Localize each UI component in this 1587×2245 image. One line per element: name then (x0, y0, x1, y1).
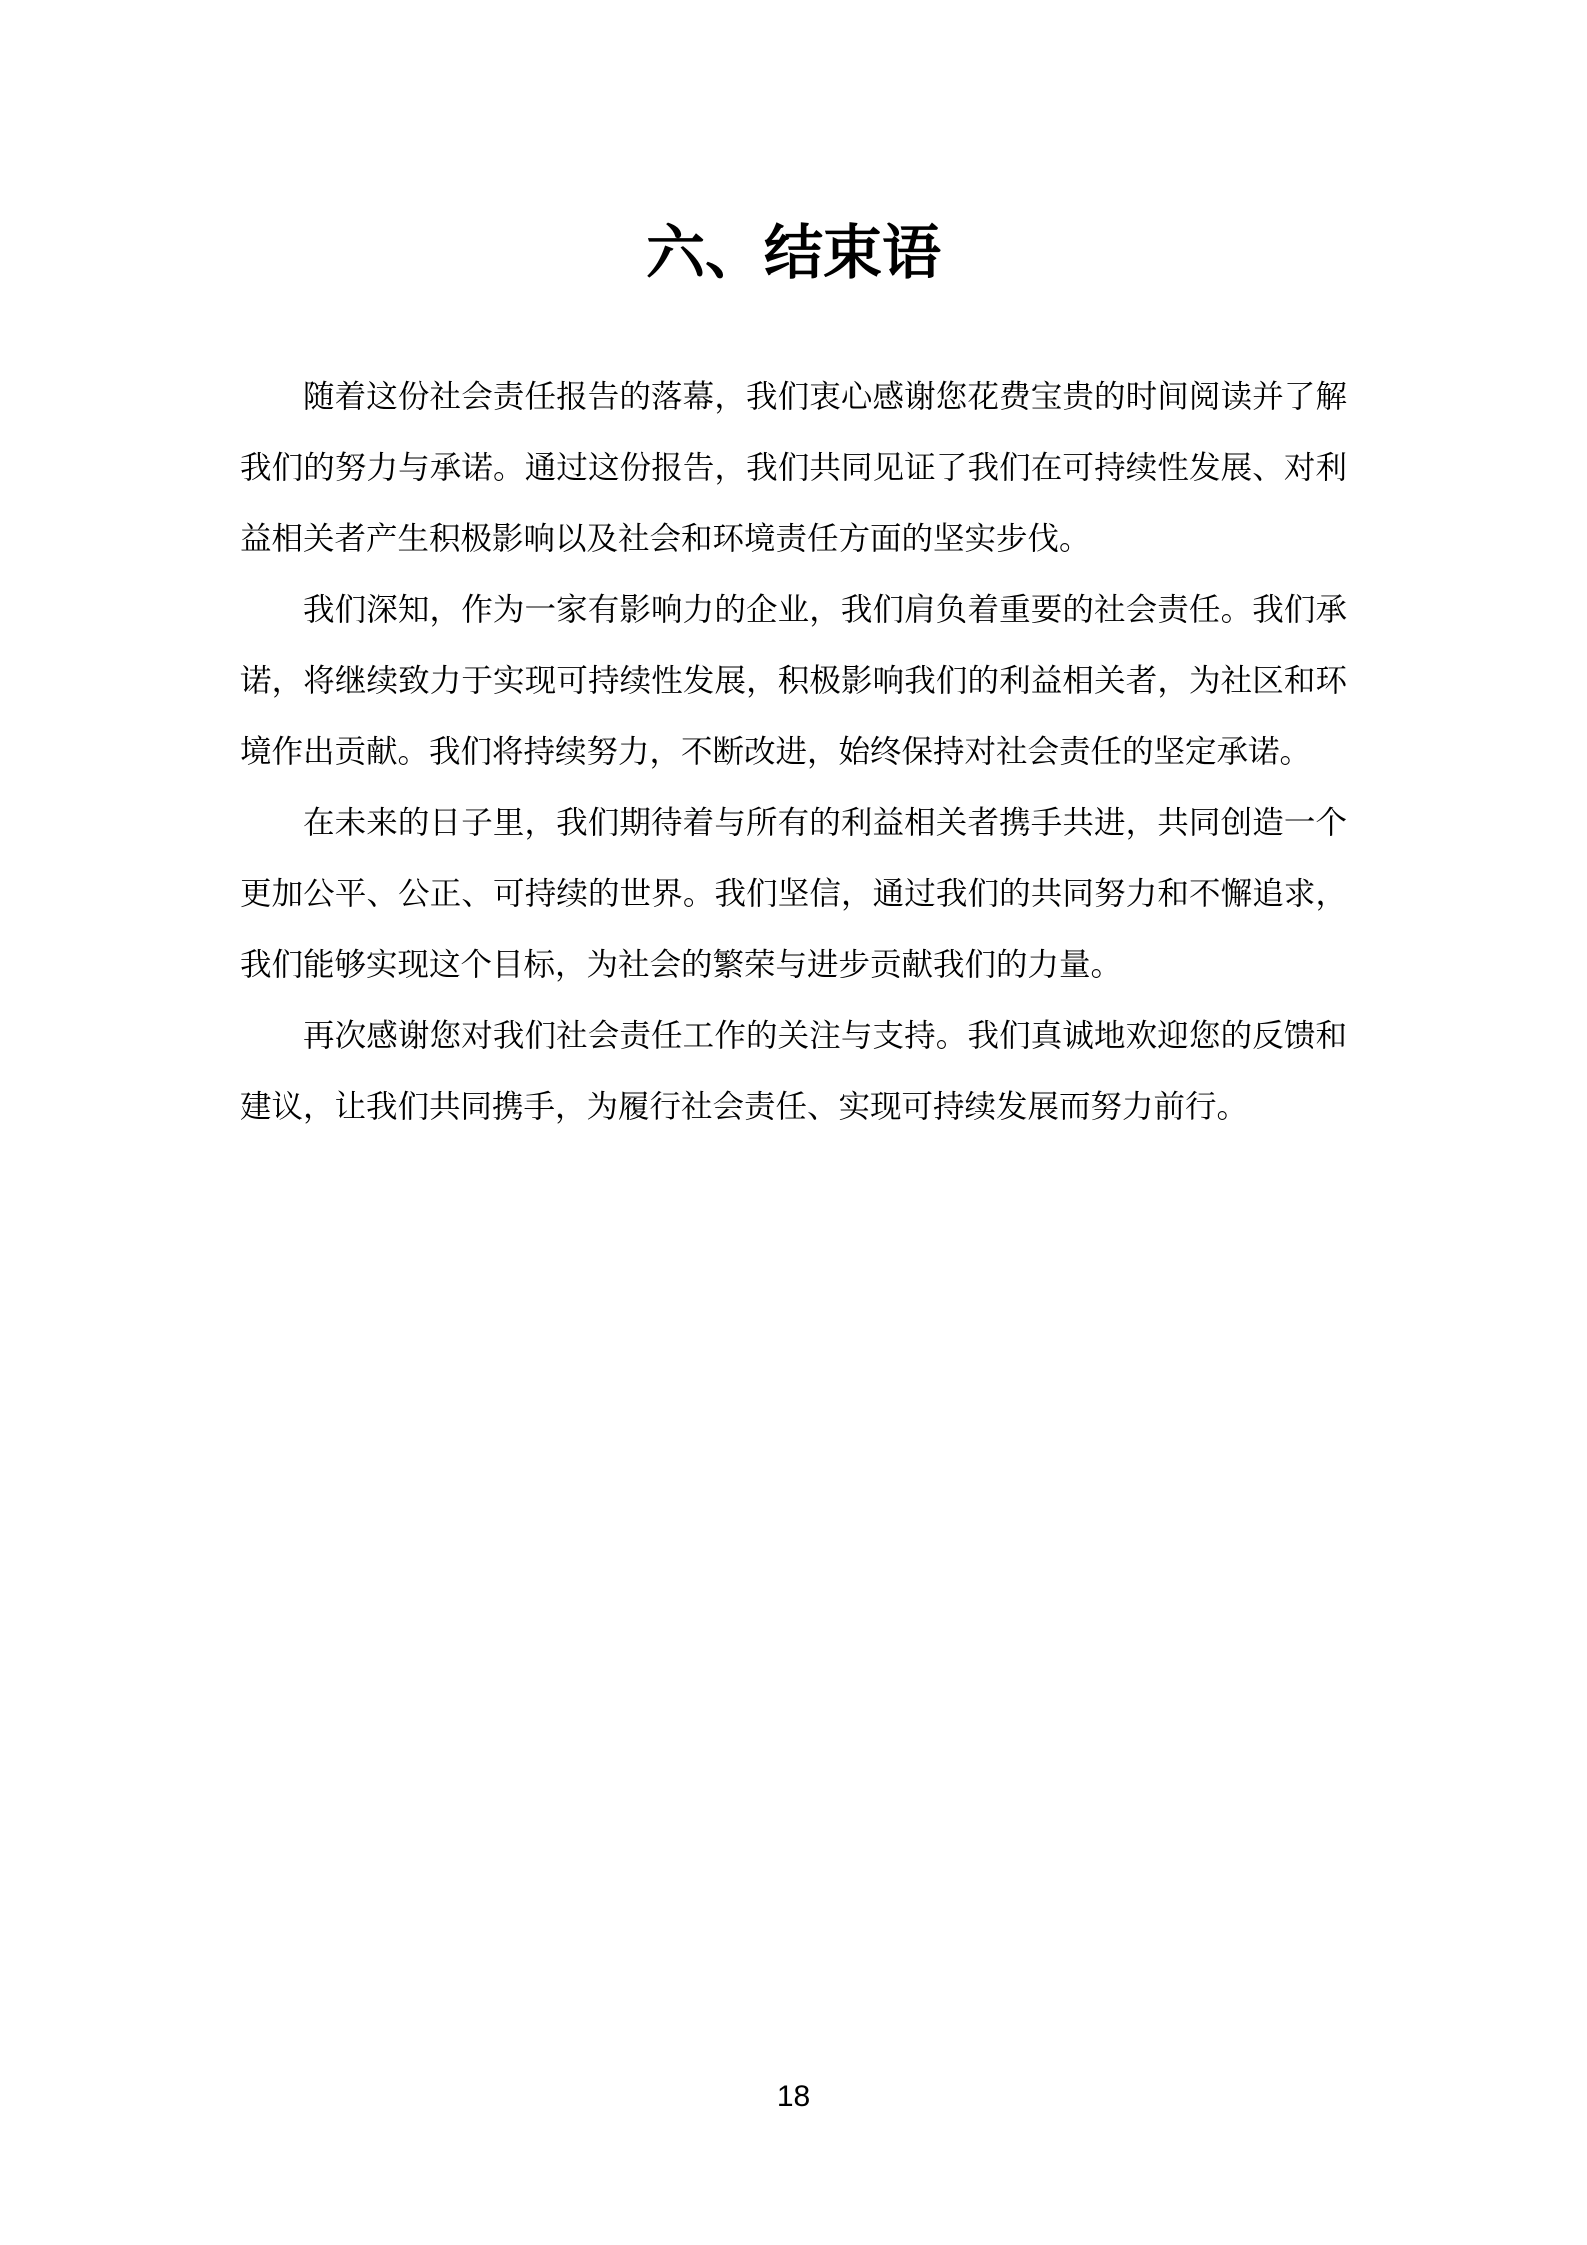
section-title: 六、结束语 (645, 220, 941, 286)
page-number: 18 (776, 2080, 811, 2113)
paragraph: 再次感谢您对我们社会责任工作的关注与支持。我们真诚地欢迎您的反馈和建议，让我们共同携手，为履行社会责任、实现可持续发展而努力前行。 (240, 1018, 1347, 1124)
paragraph: 我们深知，作为一家有影响力的企业，我们肩负着重要的社会责任。我们承诺，将继续致力于实现可持续性发展，积极影响我们的利益相关者，为社区和环境作出贡献。我们将持续努力，不断改进，始终保持对社会责任的坚定承诺。 (240, 592, 1347, 769)
document-body (240, 361, 1347, 1142)
paragraph: 在未来的日子里，我们期待着与所有的利益相关者携手共进，共同创造一个更加公平、公正、可持续的世界。我们坚信，通过我们的共同努力和不懈追求，我们能够实现这个目标，为社会的繁荣与进步贡献我们的力量。 (240, 805, 1347, 982)
paragraph: 随着这份社会责任报告的落幕，我们衷心感谢您花费宝贵的时间阅读并了解我们的努力与承诺。通过这份报告，我们共同见证了我们在可持续性发展、对利益相关者产生积极影响以及社会和环境责任方面的坚实步伐。 (240, 379, 1347, 556)
